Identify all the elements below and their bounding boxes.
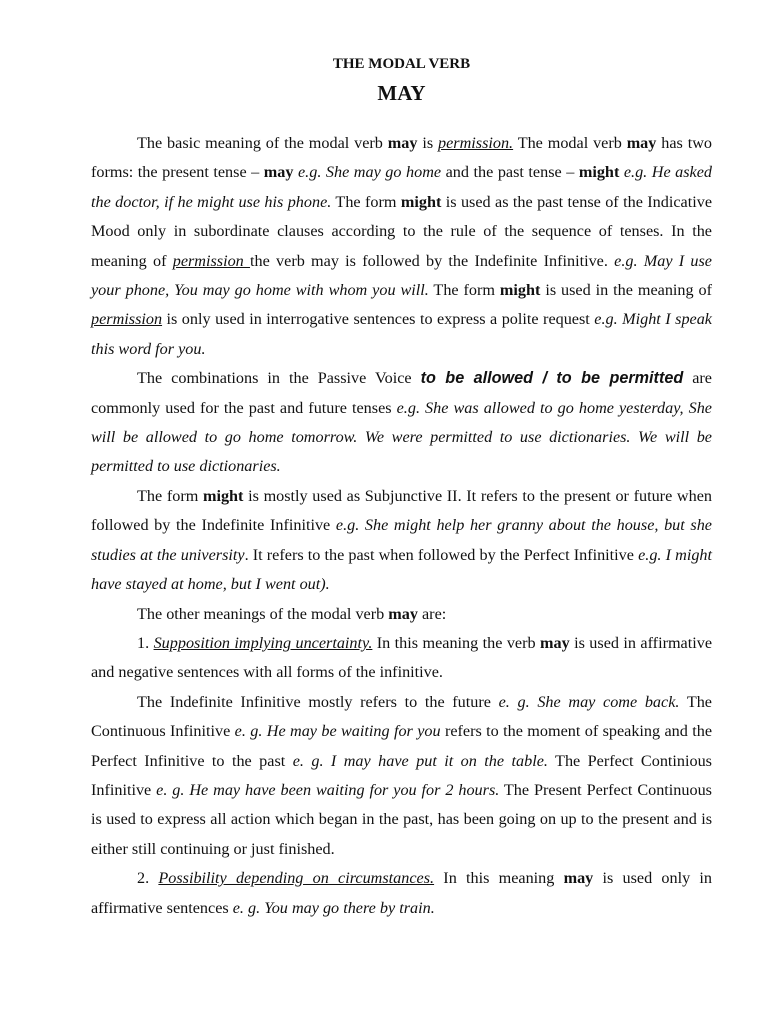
text-run: is used in the meaning of (540, 281, 713, 300)
text-run: The basic meaning of the modal verb (137, 134, 388, 152)
text-run: The form (331, 192, 401, 211)
text-run: e.g. She may go home (298, 163, 442, 182)
text-run: e.g. May I use your phone, You may go home with whom you will. (91, 251, 712, 300)
text-run: may (388, 604, 418, 623)
text-run: e.g. He asked the doctor, if he might use his phone. (91, 163, 713, 211)
text-run: and the past tense – (441, 163, 579, 182)
text-run: might (202, 486, 244, 505)
text-run: e.g. She might help her granny about the house, but she studies at the university (91, 516, 712, 564)
text-run: might (578, 163, 620, 182)
text-run: 2. (137, 869, 159, 888)
text-run: is used only in affirmative sentences (91, 869, 713, 917)
text-run: Possibility depending on circumstances. (158, 869, 435, 888)
text-run: e. g. I may have put it on the table. (292, 751, 548, 770)
text-run: The Perfect Continious Infinitive (91, 751, 712, 799)
text-run: may (540, 633, 570, 652)
text-run: are commonly used for the past and future tenses (91, 369, 712, 417)
text-run: The other meanings of the modal verb (137, 604, 389, 623)
text-run: 1. (137, 633, 154, 652)
paragraph-3 (91, 482, 712, 600)
paragraph-4 (91, 600, 712, 629)
text-run: may (263, 163, 294, 182)
text-run: is only used in interrogative sentences to express a polite request (162, 310, 595, 329)
text-run: may (563, 869, 594, 888)
text-run: In this meaning (434, 869, 564, 888)
text-run: The modal verb (513, 134, 627, 152)
text-run: might (499, 281, 541, 300)
text-run: e. g. He may have been waiting for you for 2 hours. (156, 780, 500, 799)
paragraph-6 (91, 688, 712, 864)
text-run: has two forms: the present tense – (91, 134, 712, 182)
text-run: e.g. She was allowed to go home yesterday, She will be allowed to go home tomorrow. We were permitted to use dictionaries. We will be permitted to use dictionaries. (91, 398, 712, 476)
text-run: e. g. You may go there by train. (232, 898, 435, 917)
text-run: The form (137, 486, 203, 505)
document-body (91, 129, 712, 923)
text-run: permission. (438, 134, 514, 152)
text-run: . It refers to the past when followed by the Perfect Infinitive (244, 545, 639, 564)
text-run: may (387, 134, 418, 152)
text-run: may (626, 134, 657, 152)
text-run: e. g. He may be waiting for you (234, 722, 441, 741)
text-run: permission (91, 310, 163, 329)
text-run: The Indefinite Infinitive mostly refers to the future (137, 692, 499, 711)
text-run: is mostly used as Subjunctive II. It refers to the present or future when followed by the Indefinite Infinitive (91, 486, 712, 535)
text-run: is used in affirmative and negative sentences with all forms of the infinitive. (91, 633, 713, 682)
text-run: The Present Perfect Continuous is used to express all action which began in the past, has been going on up to the present and is either still continuing or just finished. (91, 780, 712, 858)
document-title: THE MODAL VERB (332, 56, 471, 72)
text-run: the verb may is followed by the Indefinite Infinitive. (250, 251, 615, 270)
text-run: is used as the past tense of the Indicative Mood only in subordinate clauses according to the rule of the sequence of tenses. In the meaning of (91, 192, 712, 270)
paragraph-7 (91, 864, 712, 923)
text-run: e.g. Might I speak this word for you. (91, 310, 712, 358)
text-run: The form (428, 281, 500, 300)
text-run: permission (172, 251, 251, 270)
text-run: might (400, 192, 442, 211)
paragraph-5 (91, 629, 712, 688)
paragraph-1 (91, 129, 712, 364)
text-run: are: (417, 604, 447, 623)
text-run: Supposition implying uncertainty. (153, 633, 373, 652)
text-run: to be allowed / to be permitted (420, 369, 684, 388)
text-run: e.g. I might have stayed at home, but I went out). (91, 545, 713, 594)
paragraph-2 (91, 364, 712, 482)
text-run: is (417, 134, 438, 152)
text-run: The combinations in the Passive Voice (137, 369, 421, 388)
text-run: refers to the moment of speaking and the Perfect Infinitive to the past (91, 722, 713, 770)
text-run: e. g. She may come back. (498, 692, 680, 711)
text-run: The Continuous Infinitive (91, 692, 712, 741)
text-run: In this meaning the verb (372, 633, 541, 652)
document-subtitle: MAY (377, 81, 426, 105)
